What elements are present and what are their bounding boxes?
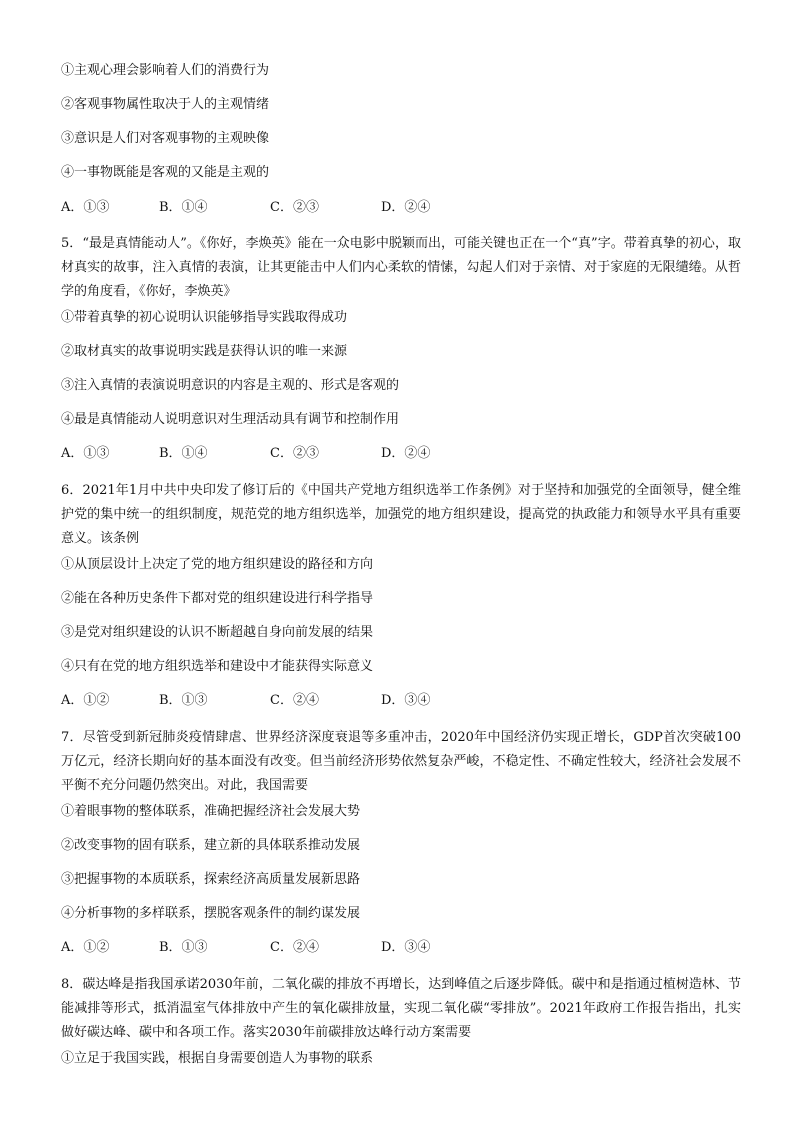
q4-option-4: ④一事物既能是客观的又能是主观的 — [61, 165, 270, 180]
q4-answer-c: C．②③ — [270, 200, 319, 215]
q7-option-1: ①着眼事物的整体联系，准确把握经济社会发展大势 — [61, 804, 361, 819]
q5-answer-a: A．①③ — [61, 446, 110, 461]
q5-answer-d: D．②④ — [381, 446, 431, 461]
q4-option-2: ②客观事物属性取决于人的主观情绪 — [61, 97, 270, 112]
q4-option-1: ①主观心理会影响着人们的消费行为 — [61, 63, 270, 78]
q4-answer-d: D．②④ — [381, 200, 431, 215]
q7-answer-d: D．③④ — [381, 940, 431, 955]
q6-answer-b: B．①③ — [159, 693, 208, 708]
q5-option-3: ③注入真情的表演说明意识的内容是主观的、形式是客观的 — [61, 378, 400, 393]
q6-option-1: ①从顶层设计上决定了党的地方组织建设的路径和方向 — [61, 557, 374, 572]
q7-option-4: ④分析事物的多样联系，摆脱客观条件的制约谋发展 — [61, 906, 361, 921]
q5-answer-choices — [61, 445, 561, 463]
q6-answer-c: C．②④ — [270, 693, 319, 708]
q7-answer-choices — [61, 939, 561, 957]
q5-option-4: ④最是真情能动人说明意识对生理活动具有调节和控制作用 — [61, 412, 400, 427]
q5-answer-b: B．①④ — [159, 446, 208, 461]
q6-answer-choices — [61, 692, 561, 710]
q5-answer-c: C．②③ — [270, 446, 319, 461]
q4-answer-choices — [61, 199, 561, 217]
q6-option-4: ④只有在党的地方组织选举和建设中才能获得实际意义 — [61, 659, 374, 674]
q7-stem: 7．尽管受到新冠肺炎疫情肆虐、世界经济深度衰退等多重冲击，2020年中国经济仍实现正增长，GDP首次突破100万亿元，经济长期向好的基本面没有改变。但当前经济形势依然复杂严峻，不稳定性、不确定性较大，经济社会发展不平衡不充分问题仍然突出。对此，我国需要 — [61, 730, 741, 793]
q6-option-3: ③是党对组织建设的认识不断超越自身向前发展的结果 — [61, 625, 374, 640]
q8-option-1: ①立足于我国实践，根据自身需要创造人为事物的联系 — [61, 1051, 374, 1066]
q5-option-2: ②取材真实的故事说明实践是获得认识的唯一来源 — [61, 344, 348, 359]
q7-option-2: ②改变事物的固有联系，建立新的具体联系推动发展 — [61, 838, 361, 853]
q6-stem: 6．2021年1月中共中央印发了修订后的《中国共产党地方组织选举工作条例》对于坚持和加强党的全面领导，健全维护党的集中统一的组织制度，规范党的地方组织选举，加强党的地方组织建设，提高党的执政能力和领导水平具有重要意义。该条例 — [61, 483, 741, 546]
q5-option-1: ①带着真挚的初心说明认识能够指导实践取得成功 — [61, 310, 348, 325]
q5-stem: 5．“最是真情能动人”。《你好，李焕英》能在一众电影中脱颖而出，可能关键也正在一个“真”字。带着真挚的初心，取材真实的故事，注入真情的表演，让其更能击中人们内心柔软的情愫，勾起人们对于亲情、对于家庭的无限缱绻。从哲学的角度看，《你好，李焕英》 — [61, 236, 741, 299]
q7-answer-a: A．①② — [61, 940, 110, 955]
q6-answer-a: A．①② — [61, 693, 110, 708]
q7-answer-b: B．①③ — [159, 940, 208, 955]
q6-option-2: ②能在各种历史条件下都对党的组织建设进行科学指导 — [61, 591, 374, 606]
q7-answer-c: C．②④ — [270, 940, 319, 955]
q4-answer-b: B．①④ — [159, 200, 208, 215]
q4-option-3: ③意识是人们对客观事物的主观映像 — [61, 131, 270, 146]
q4-answer-a: A．①③ — [61, 200, 110, 215]
q6-answer-d: D．③④ — [381, 693, 431, 708]
q8-stem: 8．碳达峰是指我国承诺2030年前，二氧化碳的排放不再增长，达到峰值之后逐步降低。碳中和是指通过植树造林、节能减排等形式，抵消温室气体排放中产生的氧化碳排放量，实现二氧化碳“零排放”。2021年政府工作报告指出，扎实做好碳达峰、碳中和各项工作。落实2030年前碳排放达峰行动方案需要 — [61, 977, 741, 1040]
q7-option-3: ③把握事物的本质联系，探索经济高质量发展新思路 — [61, 872, 361, 887]
